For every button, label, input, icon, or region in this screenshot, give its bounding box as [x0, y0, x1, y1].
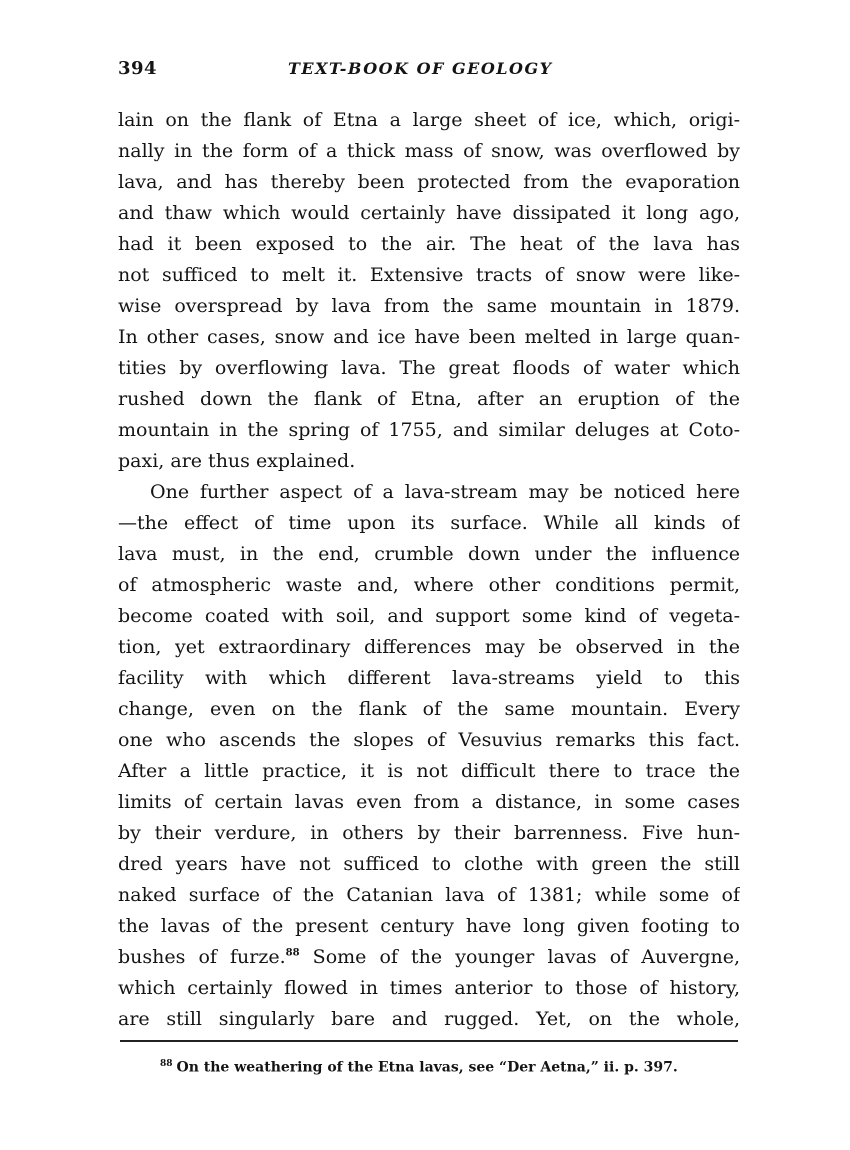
text-line: naked surface of the Catanian lava of 1381; while some of [118, 884, 740, 906]
text-line: had it been exposed to the air. The heat of the lava has [118, 233, 740, 255]
text-line: lava, and has thereby been protected from the evaporation [118, 171, 740, 193]
text-line: by their verdure, in others by their barrenness. Five hun- [118, 822, 740, 844]
text-line: become coated with soil, and support some kind of vegeta- [118, 605, 740, 627]
text-line: change, even on the flank of the same mountain. Every [118, 698, 740, 720]
footnote-divider [120, 1040, 738, 1042]
text-line: limits of certain lavas even from a distance, in some cases [118, 791, 740, 813]
text-line: of atmospheric waste and, where other conditions permit, [118, 574, 740, 596]
text-line: facility with which different lava-streams yield to this [118, 667, 740, 689]
text-line: In other cases, snow and ice have been melted in large quan- [118, 326, 740, 348]
footnote-reference: 88 [285, 947, 300, 959]
footnote-mark: 88 [160, 1059, 173, 1069]
running-head: TEXT-BOOK OF GEOLOGY [288, 59, 553, 78]
text-segment: Some of the younger lavas of Auvergne, [299, 946, 740, 968]
text-line: mountain in the spring of 1755, and similar deluges at Coto- [118, 419, 740, 441]
text-line: wise overspread by lava from the same mountain in 1879. [118, 295, 740, 317]
text-line: the lavas of the present century have long given footing to [118, 915, 740, 937]
text-line: which certainly flowed in times anterior to those of history, [118, 977, 740, 999]
text-line: tion, yet extraordinary differences may be observed in the [118, 636, 740, 658]
text-line: are still singularly bare and rugged. Yet, on the whole, [118, 1008, 740, 1030]
text-line: After a little practice, it is not difficult there to trace the [118, 760, 740, 782]
footnote [160, 1059, 720, 1076]
text-line: lava must, in the end, crumble down under the influence [118, 543, 740, 565]
text-line: dred years have not sufficed to clothe with green the still [118, 853, 740, 875]
text-line: nally in the form of a thick mass of snow, was overflowed by [118, 140, 740, 162]
text-line: one who ascends the slopes of Vesuvius remarks this fact. [118, 729, 740, 751]
paragraph-start-line: One further aspect of a lava-stream may be noticed here [150, 481, 740, 503]
text-segment: bushes of furze. [118, 946, 286, 968]
footnote-text: On the weathering of the Etna lavas, see “Der Aetna,” ii. p. 397. [176, 1059, 678, 1076]
text-line: paxi, are thus explained. [118, 450, 356, 472]
page-header [118, 58, 738, 88]
text-line: rushed down the flank of Etna, after an eruption of the [118, 388, 740, 410]
text-line: —the effect of time upon its surface. While all kinds of [118, 512, 740, 534]
text-line: lain on the flank of Etna a large sheet of ice, which, origi- [118, 109, 740, 131]
text-line: tities by overflowing lava. The great floods of water which [118, 357, 740, 379]
page-number: 394 [118, 58, 158, 79]
text-line: and thaw which would certainly have dissipated it long ago, [118, 202, 740, 224]
text-line: not sufficed to melt it. Extensive tracts of snow were like- [118, 264, 740, 286]
text-line-with-footnote-ref [118, 942, 740, 973]
